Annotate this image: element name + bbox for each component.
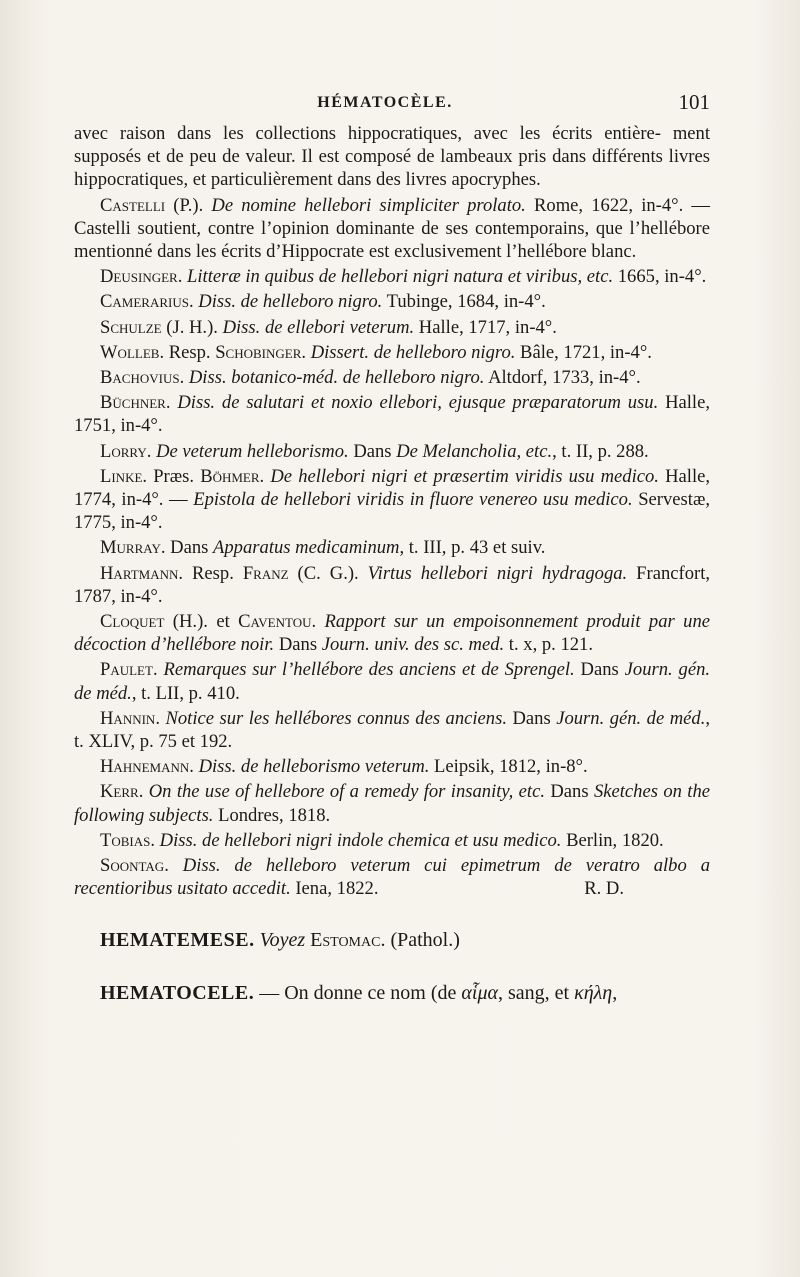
reference-text: (H.). et [164,611,239,633]
work-title: Notice sur les hellébores connus des anciens. [165,707,507,729]
greek-word-haima: αἷμα [461,981,498,1004]
reference-text: Leipsik, 1812, in-8°. [429,756,588,778]
reference-text: Londres, 1818. [213,804,331,826]
reference-text: , t. II, p. 288. [552,440,649,462]
page-header [60,92,710,120]
reference-text: Dans [574,659,625,681]
reference-entry [74,465,710,535]
author-name: Cloquet [100,611,165,633]
reference-entry [74,316,710,339]
reference-entry [74,829,710,852]
work-title: Dissert. de helleboro nigro. [310,341,516,363]
see-label: Voyez [259,928,306,951]
author-name: Bachovius [100,367,180,389]
work-title: Sketches on the following subjects. [74,781,711,826]
work-title: Epistola de hellebori viridis in fluore venereo usu medico. [193,489,633,511]
work-title: Rapport sur un empoisonnement produit par une décoction d’hellébore noir. [74,611,711,656]
reference-entry [74,536,710,559]
reference-text: . [165,392,178,414]
work-title: De nomine hellebori simpliciter prolato. [211,194,526,216]
author-name: Caventou [238,611,312,633]
reference-text: 1665, in-4°. [613,266,707,288]
author-name: Castelli [100,194,166,216]
author-name: Hannin [100,707,156,729]
reference-text: . [138,781,149,803]
work-title: De hellebori nigri et præsertim viridis usu medico. [270,465,659,487]
work-title: Virtus hellebori nigri hydragoga. [367,562,628,584]
intro-paragraph [74,122,710,192]
intro-line: dans différents livres hippocratiques, et particulièrement dans des [74,146,710,191]
work-title: Litteræ in quibus de hellebori nigri natura et viribus, etc. [187,266,614,288]
reference-entry [74,755,710,778]
author-name: Soontag [100,855,165,877]
reference-text: Iena, 1822. [290,878,379,900]
author-name: Tobias [100,829,151,851]
reference-text: . [150,829,160,851]
reference-text: . [179,367,189,389]
author-name: Deusinger [100,266,178,288]
work-title: Remarques sur l’hellébore des anciens et de Sprengel. [163,659,575,681]
reference-text: . Resp. [159,341,216,363]
reference-entry [74,341,710,364]
reference-text: Dans [544,781,594,803]
signature: R. D. [584,878,624,900]
entry-hematemese [74,929,710,952]
headword-hematemese: HEMATEMESE. [100,928,255,951]
reference-entry [74,562,710,608]
hematocele-text-end: , [612,981,618,1004]
reference-text: t. x, p. 121. [504,634,593,656]
reference-entry [74,391,710,437]
intro-line: ment supposés et de peu de valeur. Il est composé de lambeaux pris [74,123,710,168]
reference-text: . [152,659,164,681]
author-name: Hartmann [100,562,179,584]
reference-text: . [177,266,188,288]
reference-text: Rome, 1622, in-4°. — Castelli soutient, contre l’opinion dominante de ses contemporains, que l’hellébore mentionné dans les écrits d’Hippocrate est exclusivement l’hellébore blanc. [74,194,711,263]
author-name: Linke [100,465,143,487]
author-name: Franz [242,562,289,584]
reference-text: . Resp. [178,562,243,584]
author-name: Kerr [100,781,139,803]
reference-entry [74,194,710,264]
reference-text: Francfort, 1787, in-4°. [74,562,711,607]
reference-entry [74,658,710,704]
reference-text: Tubinge, 1684, in-4°. [382,291,546,313]
reference-entry [74,290,710,313]
reference-text: . [189,756,199,778]
work-title: De veterum helleborismo. [156,440,349,462]
author-name: Büchner [100,392,166,414]
reference-entry [74,610,710,656]
reference-text: Altdorf, 1733, in-4°. [484,367,641,389]
reference-text: Halle, 1774, in-4°. — [74,465,711,511]
reference-entry [74,854,710,900]
see-target: Estomac [310,928,381,951]
author-name: Murray [100,537,161,559]
reference-text: Bâle, 1721, in-4°. [515,341,652,363]
author-name: Böhmer [200,465,260,487]
hematocele-text-start: — On donne ce nom (de [254,981,462,1004]
page-number: 101 [678,90,710,114]
work-title: Diss. de hellebori nigri indole chemica et usu medico. [159,829,562,851]
headword-hematocele: HEMATOCELE. [100,981,255,1004]
author-name: Paulet [100,659,153,681]
work-title: Diss. de helleboro veterum cui epimetrum de veratro albo a recentioribus usitato accedit. [74,855,710,900]
reference-entry [74,265,710,288]
reference-text: Berlin, 1820. [561,829,664,851]
work-title: Journ. gén. de méd. [74,659,711,704]
reference-text: Halle, 1751, in-4°. [74,392,710,437]
reference-entry [74,707,710,753]
reference-text: Dans [274,634,322,656]
reference-text: . [259,465,271,487]
work-title: Diss. de helleborismo veterum. [198,756,430,778]
work-title: Journ. univ. des sc. med. [321,634,505,656]
reference-text: , t. III, p. 43 et suiv. [399,537,546,559]
reference-text: Dans [348,440,397,462]
work-title: Journ. gén. de méd. [556,707,706,729]
see-qualifier: (Pathol.) [390,928,460,951]
reference-text: , t. LII, p. 410. [131,682,240,704]
author-name: Lorry [100,440,147,462]
reference-text: . [155,707,166,729]
work-title: De Melancholia, etc. [396,440,553,462]
reference-text: Halle, 1717, in-4°. [414,316,557,338]
author-name: Hahnemann [100,756,190,778]
reference-text: Dans [507,707,557,729]
author-name: Camerarius [100,291,189,313]
author-name: Schulze [100,316,162,338]
reference-text: . [146,440,157,462]
reference-text: (P.). [165,194,212,216]
work-title: Diss. de ellebori veterum. [222,316,415,338]
reference-text: . [311,611,325,633]
reference-entry [74,780,710,826]
body-text [74,122,710,1005]
reference-text: . [301,341,311,363]
see-qualifier-sep: . [380,928,391,951]
reference-text: . [188,291,199,313]
work-title: On the use of hellebore of a remedy for insanity, etc. [148,781,545,803]
author-name: Schobinger [215,341,302,363]
work-title: Diss. de salutari et noxio ellebori, ejusque præparatorum usu. [177,392,659,414]
reference-text: , t. XLIV, p. 75 et 192. [74,707,710,753]
reference-entry [74,440,710,463]
reference-text: (C. G.). [288,562,368,584]
reference-entry [74,366,710,389]
reference-text: . [164,855,183,877]
work-title: Apparatus medicaminum [213,537,400,559]
entry-hematocele [74,982,710,1005]
work-title: Diss. botanico-méd. de helleboro nigro. [188,367,485,389]
reference-text: . Præs. [142,465,201,487]
greek-word-kele: κήλη [574,981,613,1004]
author-name: Wolleb [100,341,160,363]
reference-text: . Dans [160,537,214,559]
intro-line: livres apocryphes. [405,169,541,191]
running-title: HÉMATOCÈLE. [317,94,453,111]
intro-line: avec raison dans les collections hippocratiques, avec les écrits entière- [74,123,661,144]
hematocele-text-mid: , sang, et [498,981,575,1004]
reference-text: Servestæ, 1775, in-4°. [74,489,710,534]
reference-text: (J. H.). [161,316,223,338]
work-title: Diss. de helleboro nigro. [198,291,383,313]
reference-list [74,194,710,901]
